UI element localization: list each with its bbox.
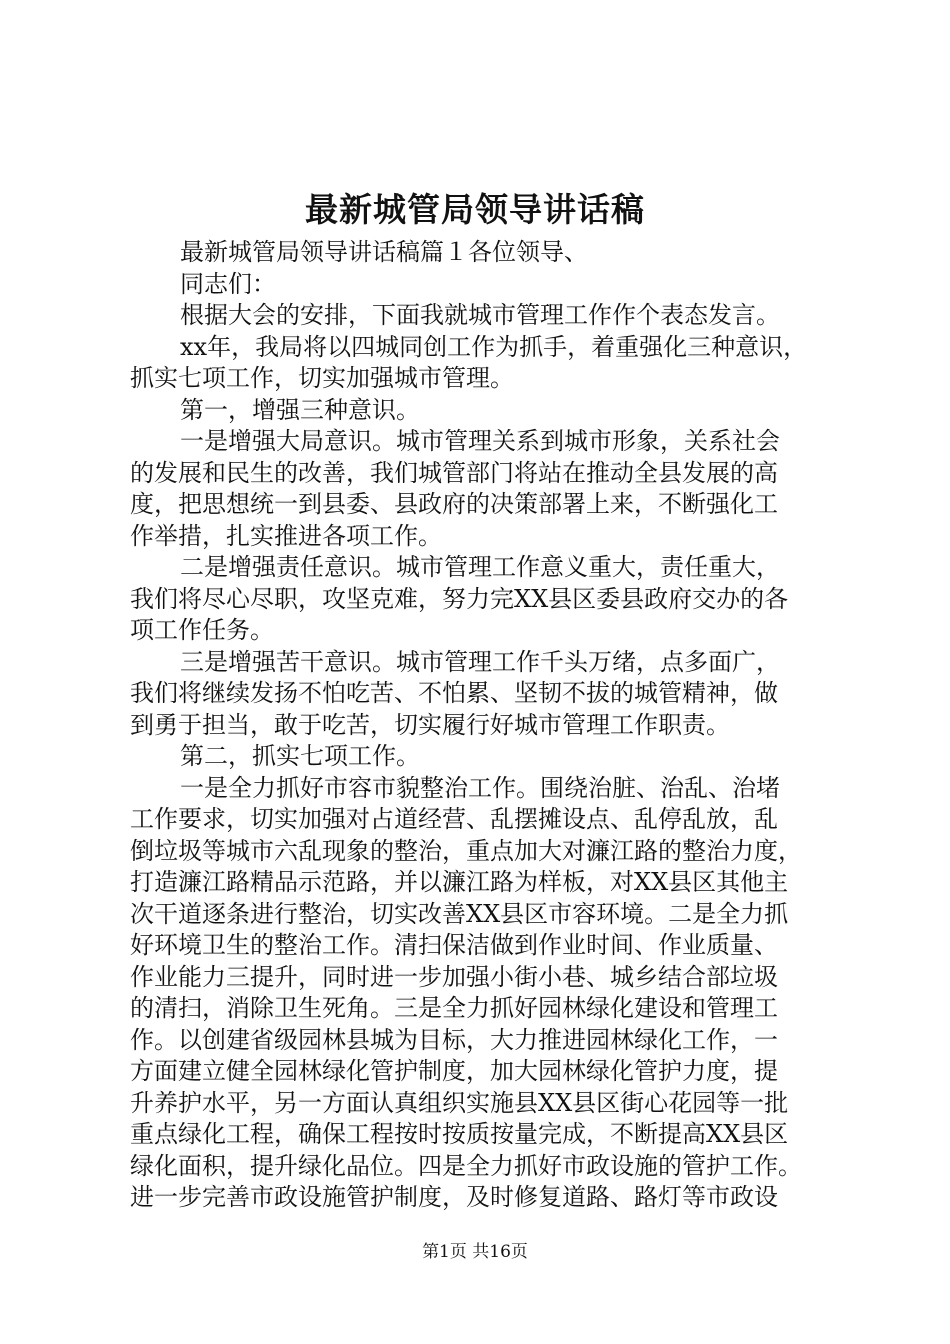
paragraph-line: 升养护水平，另一方面认真组织实施县XX县区街心花园等一批 (130, 1088, 789, 1117)
paragraph-line: 我们将尽心尽职，攻坚克难，努力完XX县区委县政府交办的各 (130, 584, 789, 613)
paragraph-line: 我们将继续发扬不怕吃苦、不怕累、坚韧不拔的城管精神，做 (130, 679, 778, 707)
paragraph-line: 绿化面积，提升绿化品位。四是全力抓好市政设施的管护工作。 (130, 1151, 802, 1180)
paragraph-line: 第二，抓实七项工作。 (180, 742, 420, 770)
paragraph-line: 一是增强大局意识。城市管理关系到城市形象，关系社会 (180, 427, 780, 455)
paragraph-line: 最新城管局领导讲话稿篇１各位领导、 (180, 238, 588, 266)
paragraph-line: 的发展和民生的改善，我们城管部门将站在推动全县发展的高 (130, 458, 778, 487)
paragraph-line: 二是增强责任意识。城市管理工作意义重大，责任重大， (180, 553, 780, 581)
paragraph-line: 打造濂江路精品示范路，并以濂江路为样板，对XX县区其他主 (130, 868, 789, 896)
paragraph-line: 进一步完善市政设施管护制度，及时修复道路、路灯等市政设 (130, 1183, 778, 1211)
paragraph-line: 第一，增强三种意识。 (180, 395, 420, 424)
paragraph-line: 作业能力三提升，同时进一步加强小街小巷、城乡结合部垃圾 (130, 962, 778, 991)
paragraph-line: 一是全力抓好市容市貌整治工作。围绕治脏、治乱、治堵 (180, 773, 780, 802)
paragraph-line: 抓实七项工作，切实加强城市管理。 (130, 364, 514, 392)
paragraph-line: 方面建立健全园林绿化管护制度，加大园林绿化管护力度，提 (130, 1057, 778, 1085)
document-body (130, 237, 834, 1214)
page-title: 最新城管局领导讲话稿 (305, 190, 645, 229)
paragraph-line: 三是增强苦干意识。城市管理工作千头万绪，点多面广， (180, 647, 780, 676)
paragraph-line: xx年，我局将以四城同创工作为抓手，着重强化三种意识， (180, 332, 808, 361)
paragraph-line: 好环境卫生的整治工作。清扫保洁做到作业时间、作业质量、 (130, 931, 778, 959)
paragraph-line: 倒垃圾等城市六乱现象的整治，重点加大对濂江路的整治力度， (130, 836, 802, 865)
paragraph-line: 项工作任务。 (130, 616, 274, 644)
paragraph-line: 度，把思想统一到县委、县政府的决策部署上来，不断强化工 (130, 490, 778, 518)
paragraph-line: 同志们： (180, 269, 276, 298)
paragraph-line: 作。以创建省级园林县城为目标，大力推进园林绿化工作，一 (130, 1025, 778, 1054)
paragraph-line: 次干道逐条进行整治，切实改善XX县区市容环境。二是全力抓 (130, 899, 789, 928)
paragraph-line: 根据大会的安排，下面我就城市管理工作作个表态发言。 (180, 301, 780, 329)
paragraph-line: 的清扫，消除卫生死角。三是全力抓好园林绿化建设和管理工 (130, 994, 778, 1022)
paragraph-line: 工作要求，切实加强对占道经营、乱摆摊设点、乱停乱放，乱 (130, 805, 778, 833)
page-number: 第1页 共16页 (422, 1242, 528, 1262)
paragraph-line: 作举措，扎实推进各项工作。 (130, 521, 442, 550)
paragraph-line: 到勇于担当，敢于吃苦，切实履行好城市管理工作职责。 (130, 710, 730, 739)
paragraph-line: 重点绿化工程，确保工程按时按质按量完成，不断提高XX县区 (130, 1120, 789, 1148)
